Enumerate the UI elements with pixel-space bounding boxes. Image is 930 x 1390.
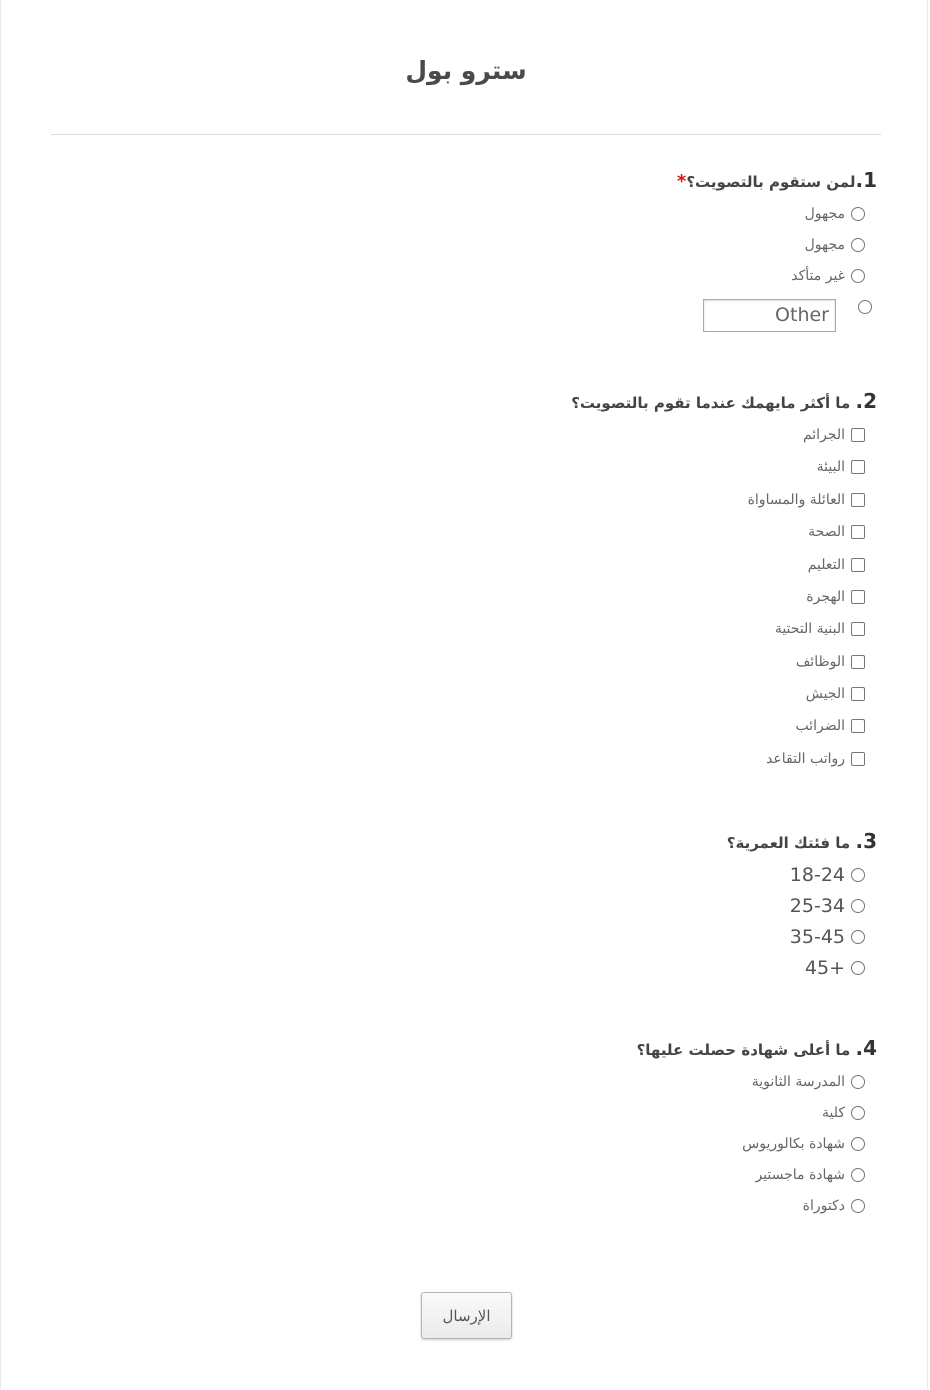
q2-option-1-label: الجرائم xyxy=(802,427,845,443)
q2-option-8-label: الوظائف xyxy=(795,654,845,670)
checkbox[interactable] xyxy=(851,428,865,442)
checkbox[interactable] xyxy=(851,590,865,604)
q1-option-1-label: مجهول xyxy=(804,206,845,222)
question-3-text: ما فئتك العمرية؟ xyxy=(726,834,851,852)
q3-option-3-label: 35-45 xyxy=(789,926,845,948)
checkbox[interactable] xyxy=(851,719,865,733)
question-1-number: 1. xyxy=(855,168,877,192)
q2-option-2[interactable] xyxy=(817,456,865,478)
radio-button[interactable] xyxy=(851,207,865,221)
q2-option-10[interactable] xyxy=(795,715,865,737)
checkbox[interactable] xyxy=(851,558,865,572)
q4-option-5-label: دكتوراة xyxy=(802,1198,845,1214)
question-2-number: 2. xyxy=(855,389,877,413)
q4-option-4-label: شهادة ماجستير xyxy=(755,1167,845,1183)
checkbox[interactable] xyxy=(851,622,865,636)
q3-option-2[interactable] xyxy=(790,895,865,917)
q4-option-3-label: شهادة بكالوريوس xyxy=(742,1136,845,1152)
q2-option-9-label: الجيش xyxy=(805,686,845,702)
q3-option-4-label: +45 xyxy=(804,957,845,979)
q4-option-4[interactable] xyxy=(755,1164,865,1186)
q1-option-1[interactable] xyxy=(805,203,865,225)
question-3-number: 3. xyxy=(855,829,877,853)
radio-button[interactable] xyxy=(851,868,865,882)
checkbox[interactable] xyxy=(851,525,865,539)
q2-option-7-label: البنية التحتية xyxy=(774,621,845,637)
radio-button[interactable] xyxy=(851,1137,865,1151)
checkbox[interactable] xyxy=(851,687,865,701)
radio-button[interactable] xyxy=(851,1168,865,1182)
q2-option-6-label: الهجرة xyxy=(806,589,845,605)
radio-button[interactable] xyxy=(851,1199,865,1213)
checkbox[interactable] xyxy=(851,752,865,766)
q3-option-3[interactable] xyxy=(790,926,865,948)
radio-button[interactable] xyxy=(851,1106,865,1120)
q1-option-2[interactable] xyxy=(805,234,865,256)
q2-option-6[interactable] xyxy=(806,586,865,608)
q2-option-4-label: الصحة xyxy=(808,524,845,540)
question-3-label xyxy=(727,829,877,853)
q1-option-3[interactable] xyxy=(791,265,865,287)
q3-option-1-label: 18-24 xyxy=(789,864,845,886)
q2-option-11[interactable] xyxy=(766,748,865,770)
question-4-number: 4. xyxy=(855,1036,877,1060)
q4-option-2[interactable] xyxy=(822,1102,865,1124)
question-1-label xyxy=(677,168,877,192)
q2-option-3-label: العائلة والمساواة xyxy=(747,492,845,508)
q4-option-1-label: المدرسة الثانوية xyxy=(751,1074,845,1090)
q2-option-4[interactable] xyxy=(808,521,865,543)
q2-option-11-label: رواتب التقاعد xyxy=(766,751,845,767)
question-1-text: لمن ستقوم بالتصويت؟ xyxy=(686,173,856,191)
radio-button[interactable] xyxy=(851,899,865,913)
q2-option-8[interactable] xyxy=(796,651,865,673)
question-2-text: ما أكثر مايهمك عندما تقوم بالتصويت؟ xyxy=(571,394,851,412)
title-divider xyxy=(51,134,881,135)
q2-option-9[interactable] xyxy=(806,683,865,705)
q3-option-4[interactable] xyxy=(805,957,865,979)
q4-option-1[interactable] xyxy=(752,1071,865,1093)
q1-option-2-label: مجهول xyxy=(804,237,845,253)
q2-option-3[interactable] xyxy=(748,489,865,511)
checkbox[interactable] xyxy=(851,460,865,474)
q2-option-5-label: التعليم xyxy=(807,557,845,573)
q2-option-7[interactable] xyxy=(775,618,865,640)
checkbox[interactable] xyxy=(851,493,865,507)
radio-button[interactable] xyxy=(851,1075,865,1089)
question-2-label xyxy=(571,389,877,413)
question-4-text: ما أعلى شهادة حصلت عليها؟ xyxy=(636,1041,851,1059)
checkbox[interactable] xyxy=(851,655,865,669)
q2-option-2-label: البيئة xyxy=(816,459,845,475)
q2-option-5[interactable] xyxy=(808,554,865,576)
radio-button[interactable] xyxy=(851,238,865,252)
q1-other-radio[interactable] xyxy=(858,300,872,314)
radio-button[interactable] xyxy=(851,930,865,944)
submit-button[interactable]: الإرسال xyxy=(421,1292,512,1339)
q3-option-1[interactable] xyxy=(790,864,865,886)
q2-option-10-label: الضرائب xyxy=(795,718,845,734)
q4-option-2-label: كلية xyxy=(821,1105,845,1121)
radio-button[interactable] xyxy=(851,269,865,283)
radio-button[interactable] xyxy=(851,961,865,975)
q4-option-3[interactable] xyxy=(742,1133,865,1155)
q2-option-1[interactable] xyxy=(803,424,865,446)
question-4-label xyxy=(637,1036,877,1060)
required-asterisk: * xyxy=(676,171,687,192)
form-title: سترو بول xyxy=(405,56,527,85)
q3-option-2-label: 25-34 xyxy=(789,895,845,917)
q1-option-3-label: غير متأكد xyxy=(791,268,845,284)
q1-other-input[interactable]: Other xyxy=(703,299,836,332)
q4-option-5[interactable] xyxy=(803,1195,865,1217)
